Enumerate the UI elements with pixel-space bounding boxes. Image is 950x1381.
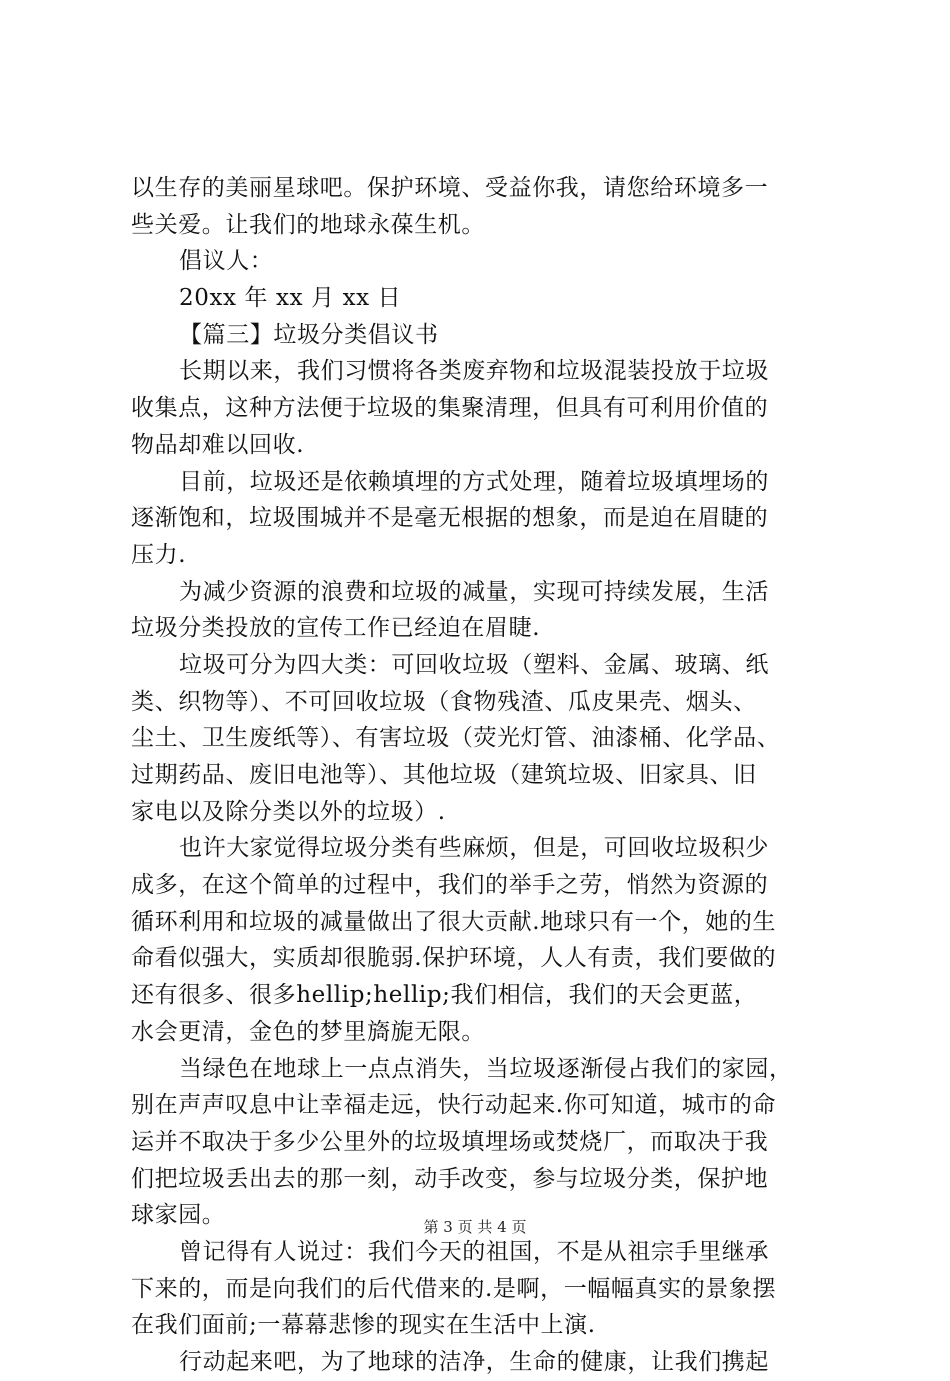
text-line: 成多，在这个简单的过程中，我们的举手之劳，悄然为资源的 — [131, 872, 769, 899]
text-line: 些关爱。让我们的地球永葆生机。 — [131, 211, 485, 238]
page-footer: 第 3 页 共 4 页 — [423, 1218, 527, 1236]
text-line: 长期以来，我们习惯将各类废弃物和垃圾混装投放于垃圾 — [179, 358, 769, 385]
text-line: 行动起来吧，为了地球的洁净，生命的健康，让我们携起 — [179, 1349, 769, 1375]
text-line: 尘土、卫生废纸等）、有害垃圾（荧光灯管、油漆桶、化学品、 — [131, 725, 781, 752]
text-line: 为减少资源的浪费和垃圾的减量，实现可持续发展，生活 — [179, 578, 769, 605]
text-line: 过期药品、废旧电池等）、其他垃圾（建筑垃圾、旧家具、旧 — [131, 762, 757, 788]
text-line: 还有很多、很多hellip;hellip;我们相信，我们的天会更蓝， — [131, 982, 758, 1009]
text-line: 收集点，这种方法便于垃圾的集聚清理，但具有可利用价值的 — [131, 395, 769, 422]
document-body — [131, 170, 843, 1381]
text-line: 垃圾分类投放的宣传工作已经迫在眉睫. — [131, 615, 541, 642]
text-line: 在我们面前;一幕幕悲惨的现实在生活中上演. — [131, 1312, 596, 1339]
text-line: 逐渐饱和，垃圾围城并不是毫无根据的想象，而是迫在眉睫的 — [131, 505, 769, 532]
text-line: 别在声声叹息中让幸福走远，快行动起来.你可知道，城市的命 — [131, 1092, 777, 1119]
text-line: 曾记得有人说过：我们今天的祖国，不是从祖宗手里继承 — [179, 1238, 769, 1265]
text-line: 压力. — [131, 541, 187, 568]
text-line: 以生存的美丽星球吧。保护环境、受益你我，请您给环境多一 — [131, 175, 769, 201]
text-line: 倡议人： — [179, 248, 274, 275]
text-line: 们把垃圾丢出去的那一刻，动手改变，参与垃圾分类，保护地 — [131, 1165, 769, 1192]
text-line: 当绿色在地球上一点点消失，当垃圾逐渐侵占我们的家园， — [179, 1055, 793, 1082]
text-line: 【篇三】垃圾分类倡议书 — [179, 321, 439, 348]
text-line: 家电以及除分类以外的垃圾）. — [131, 798, 446, 825]
text-line: 类、织物等）、不可回收垃圾（食物残渣、瓜皮果壳、烟头、 — [131, 688, 757, 715]
text-line: 球家园。 — [131, 1202, 226, 1229]
text-line: 运并不取决于多少公里外的垃圾填埋场或焚烧厂，而取决于我 — [131, 1128, 769, 1155]
text-line: 垃圾可分为四大类：可回收垃圾（塑料、金属、玻璃、纸 — [179, 651, 769, 678]
text-line: 水会更清，金色的梦里旖旎无限。 — [131, 1018, 485, 1045]
text-line: 循环利用和垃圾的减量做出了很大贡献.地球只有一个，她的生 — [131, 908, 777, 935]
text-line: 目前，垃圾还是依赖填埋的方式处理，随着垃圾填埋场的 — [179, 468, 769, 495]
text-line: 下来的，而是向我们的后代借来的.是啊，一幅幅真实的景象摆 — [131, 1275, 777, 1302]
text-line: 物品却难以回收. — [131, 431, 305, 458]
text-line: 20xx 年 xx 月 xx 日 — [179, 285, 402, 312]
text-line: 命看似强大，实质却很脆弱.保护环境，人人有责，我们要做的 — [131, 945, 777, 972]
text-line: 也许大家觉得垃圾分类有些麻烦，但是，可回收垃圾积少 — [179, 835, 769, 862]
